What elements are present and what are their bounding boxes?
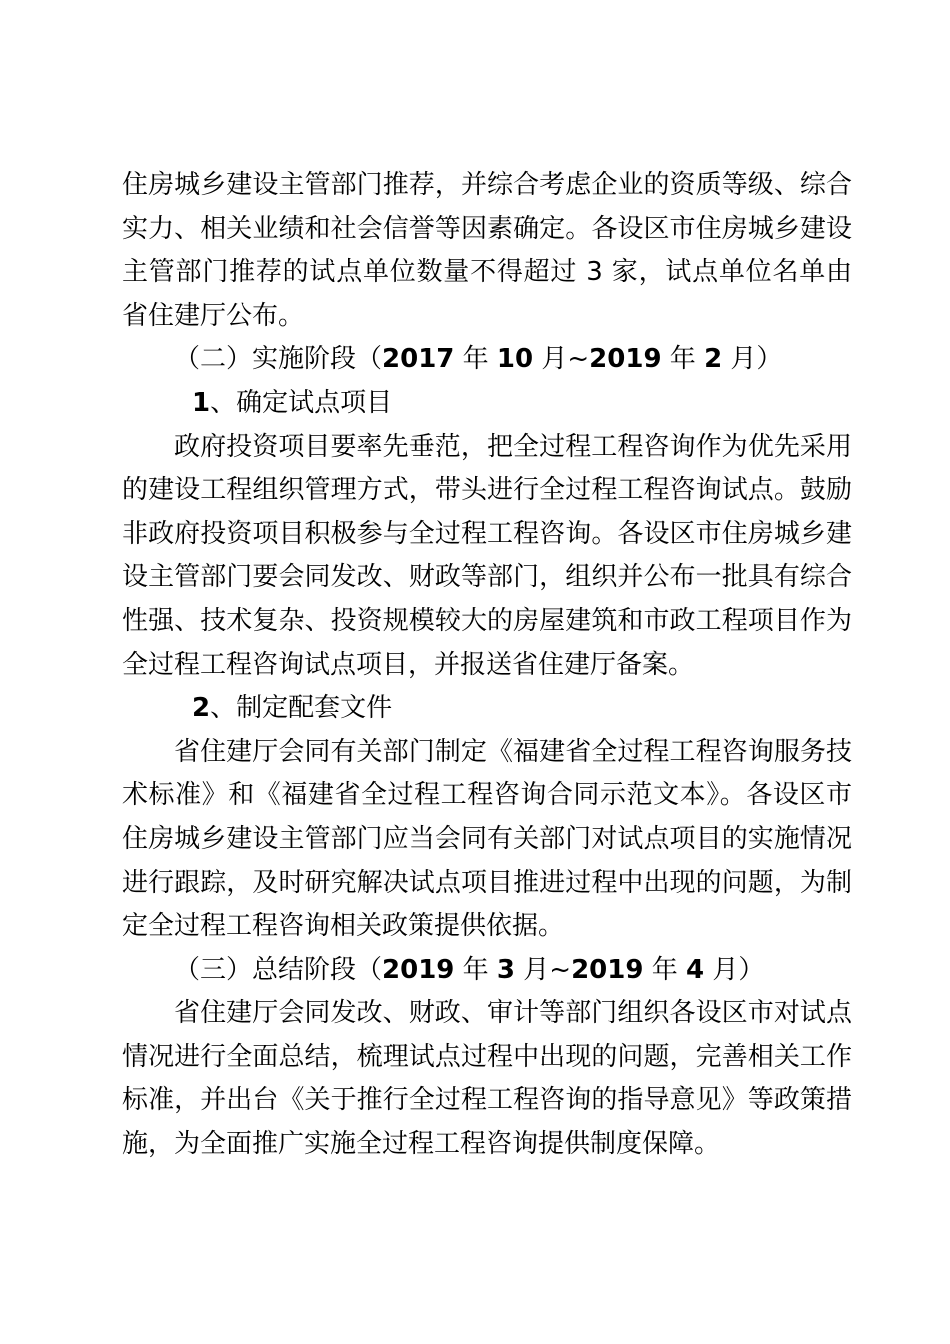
paragraph-item-1: 政府投资项目要率先垂范，把全过程工程咨询作为优先采用的建设工程组织管理方式，带头进行全过程工程咨询试点。鼓励非政府投资项目积极参与全过程工程咨询。各设区市住房城乡建设主管部门要会同发改、财政等部门，组织并公布一批具有综合性强、技术复杂、投资规模较大的房屋建筑和市政工程项目作为全过程工程咨询试点项目，并报送省住建厅备案。: [122, 431, 852, 680]
section-heading-summary: [122, 949, 852, 993]
heading-year-label: 年: [454, 344, 497, 375]
subheading-item-2: [122, 687, 852, 731]
heading-year-label-2: 年: [643, 954, 686, 985]
heading-year-label-2: 年: [661, 344, 705, 375]
heading-month-separator: 月~: [515, 954, 572, 985]
heading-end-year: 2019: [589, 344, 662, 375]
heading-start-month: 3: [496, 954, 516, 985]
heading-start-year: 2017: [382, 344, 455, 375]
section-heading-implementation: [122, 338, 852, 382]
heading-year-label: 年: [454, 954, 497, 985]
subheading-number: 1: [192, 387, 211, 418]
document-body: [122, 164, 852, 1167]
heading-suffix: 月）: [704, 954, 765, 985]
heading-end-month: 4: [685, 954, 705, 985]
heading-start-year: 2019: [382, 954, 455, 985]
heading-end-year: 2019: [571, 954, 644, 985]
subheading-label: 、确定试点项目: [210, 387, 393, 418]
heading-suffix: 月）: [722, 344, 783, 375]
heading-start-month: 10: [496, 344, 534, 375]
subheading-item-1: [122, 382, 852, 426]
subheading-label: 、制定配套文件: [210, 693, 393, 724]
paragraph-item-2: 省住建厅会同有关部门制定《福建省全过程工程咨询服务技术标准》和《福建省全过程工程咨询合同示范文本》。各设区市住房城乡建设主管部门应当会同有关部门对试点项目的实施情况进行跟踪，及时研究解决试点项目推进过程中出现的问题，为制定全过程工程咨询相关政策提供依据。: [122, 736, 852, 942]
heading-prefix: （二）实施阶段（: [174, 344, 383, 375]
heading-end-month: 2: [704, 344, 723, 375]
heading-month-separator: 月~: [533, 344, 590, 375]
subheading-number: 2: [192, 693, 211, 724]
heading-prefix: （三）总结阶段（: [174, 954, 383, 985]
continuation-paragraph: 住房城乡建设主管部门推荐，并综合考虑企业的资质等级、综合实力、相关业绩和社会信誉等因素确定。各设区市住房城乡建设主管部门推荐的试点单位数量不得超过 3 家，试点单位名单由省住建厅公布。: [122, 170, 852, 331]
paragraph-summary: 省住建厅会同发改、财政、审计等部门组织各设区市对试点情况进行全面总结，梳理试点过程中出现的问题，完善相关工作标准，并出台《关于推行全过程工程咨询的指导意见》等政策措施，为全面推广实施全过程工程咨询提供制度保障。: [122, 998, 852, 1160]
